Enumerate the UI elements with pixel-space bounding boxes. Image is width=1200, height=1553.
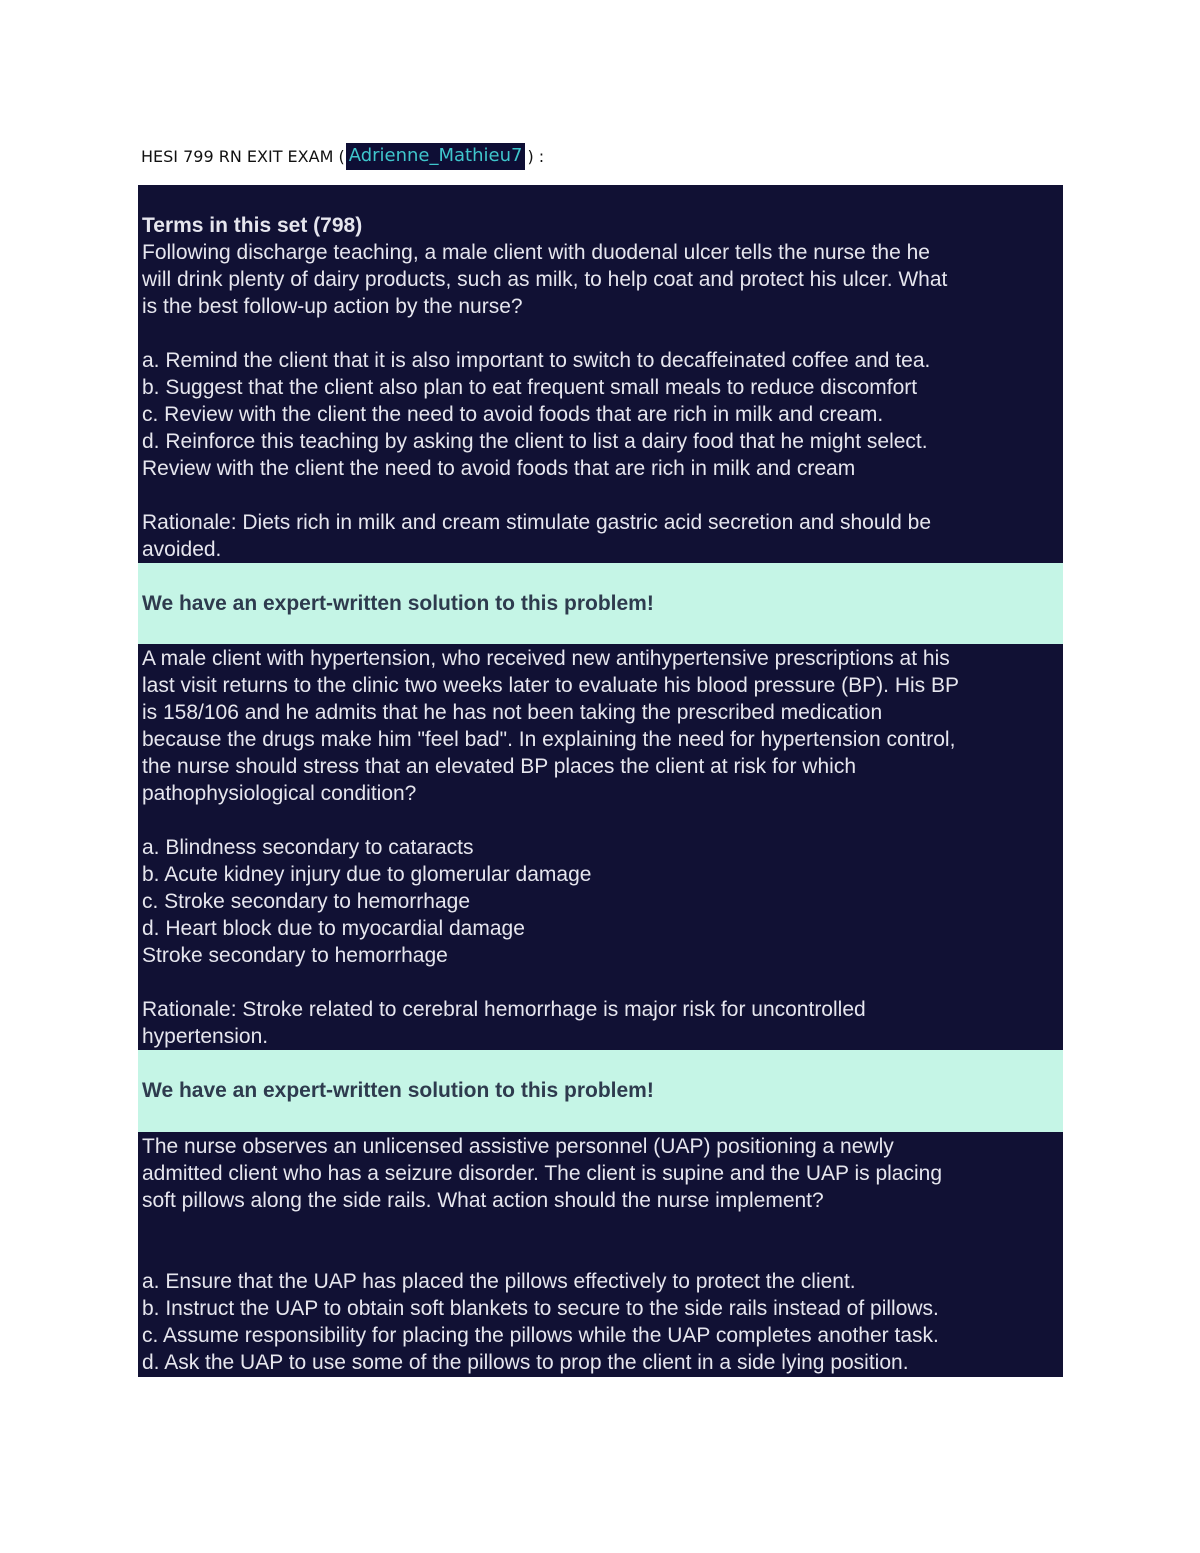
header-title: HESI 799 RN EXIT EXAM ( <box>141 146 345 166</box>
question-stem-line: pathophysiological condition? <box>142 782 417 805</box>
username-tag: Adrienne_Mathieu7 <box>346 143 526 170</box>
question-stem-line: A male client with hypertension, who received new antihypertensive prescriptions at his <box>142 647 950 670</box>
correct-answer: Review with the client the need to avoid foods that are rich in milk and cream <box>142 457 856 480</box>
document-header <box>141 141 544 171</box>
question-card-2 <box>138 644 1063 1050</box>
answer-option-c: c. Review with the client the need to avoid foods that are rich in milk and cream. <box>142 403 884 426</box>
question-stem-line: admitted client who has a seizure disorder. The client is supine and the UAP is placing <box>142 1162 943 1185</box>
answer-option-a: a. Remind the client that it is also important to switch to decaffeinated coffee and tea. <box>142 349 931 372</box>
answer-option-c: c. Stroke secondary to hemorrhage <box>142 890 471 913</box>
question-card-3 <box>138 1132 1063 1377</box>
question-stem-line: will drink plenty of dairy products, such as milk, to help coat and protect his ulcer. What <box>142 268 948 291</box>
question-stem-line: the nurse should stress that an elevated BP places the client at risk for which <box>142 755 856 778</box>
answer-option-d: d. Reinforce this teaching by asking the client to list a dairy food that he might select. <box>142 430 928 453</box>
answer-option-a: a. Blindness secondary to cataracts <box>142 836 474 859</box>
question-stem-line: last visit returns to the clinic two weeks later to evaluate his blood pressure (BP). His BP <box>142 674 960 697</box>
correct-answer: Stroke secondary to hemorrhage <box>142 944 448 967</box>
question-stem-line: Following discharge teaching, a male client with duodenal ulcer tells the nurse the he <box>142 241 930 264</box>
question-stem-line: soft pillows along the side rails. What action should the nurse implement? <box>142 1189 824 1212</box>
rationale-line: Rationale: Stroke related to cerebral hemorrhage is major risk for uncontrolled <box>142 998 866 1021</box>
set-title: Terms in this set (798) <box>142 214 363 237</box>
rationale-line: hypertension. <box>142 1025 269 1048</box>
expert-solution-banner[interactable]: We have an expert-written solution to this problem! <box>138 563 1063 644</box>
answer-option-b: b. Suggest that the client also plan to eat frequent small meals to reduce discomfort <box>142 376 918 399</box>
question-stem-line: because the drugs make him "feel bad". In explaining the need for hypertension control, <box>142 728 956 751</box>
answer-option-b: b. Instruct the UAP to obtain soft blankets to secure to the side rails instead of pillows. <box>142 1297 939 1320</box>
header-suffix: ) : <box>527 146 545 166</box>
question-stem-line: is the best follow-up action by the nurse? <box>142 295 523 318</box>
question-card-1 <box>138 185 1063 563</box>
rationale-line: avoided. <box>142 538 222 561</box>
answer-option-d: d. Ask the UAP to use some of the pillows to prop the client in a side lying position. <box>142 1351 909 1374</box>
answer-option-b: b. Acute kidney injury due to glomerular damage <box>142 863 592 886</box>
answer-option-a: a. Ensure that the UAP has placed the pillows effectively to protect the client. <box>142 1270 856 1293</box>
answer-option-c: c. Assume responsibility for placing the pillows while the UAP completes another task. <box>142 1324 939 1347</box>
expert-solution-banner[interactable]: We have an expert-written solution to this problem! <box>138 1050 1063 1132</box>
answer-option-d: d. Heart block due to myocardial damage <box>142 917 525 940</box>
rationale-line: Rationale: Diets rich in milk and cream stimulate gastric acid secretion and should be <box>142 511 932 534</box>
question-stem-line: The nurse observes an unlicensed assistive personnel (UAP) positioning a newly <box>142 1135 894 1158</box>
question-stem-line: is 158/106 and he admits that he has not been taking the prescribed medication <box>142 701 883 724</box>
